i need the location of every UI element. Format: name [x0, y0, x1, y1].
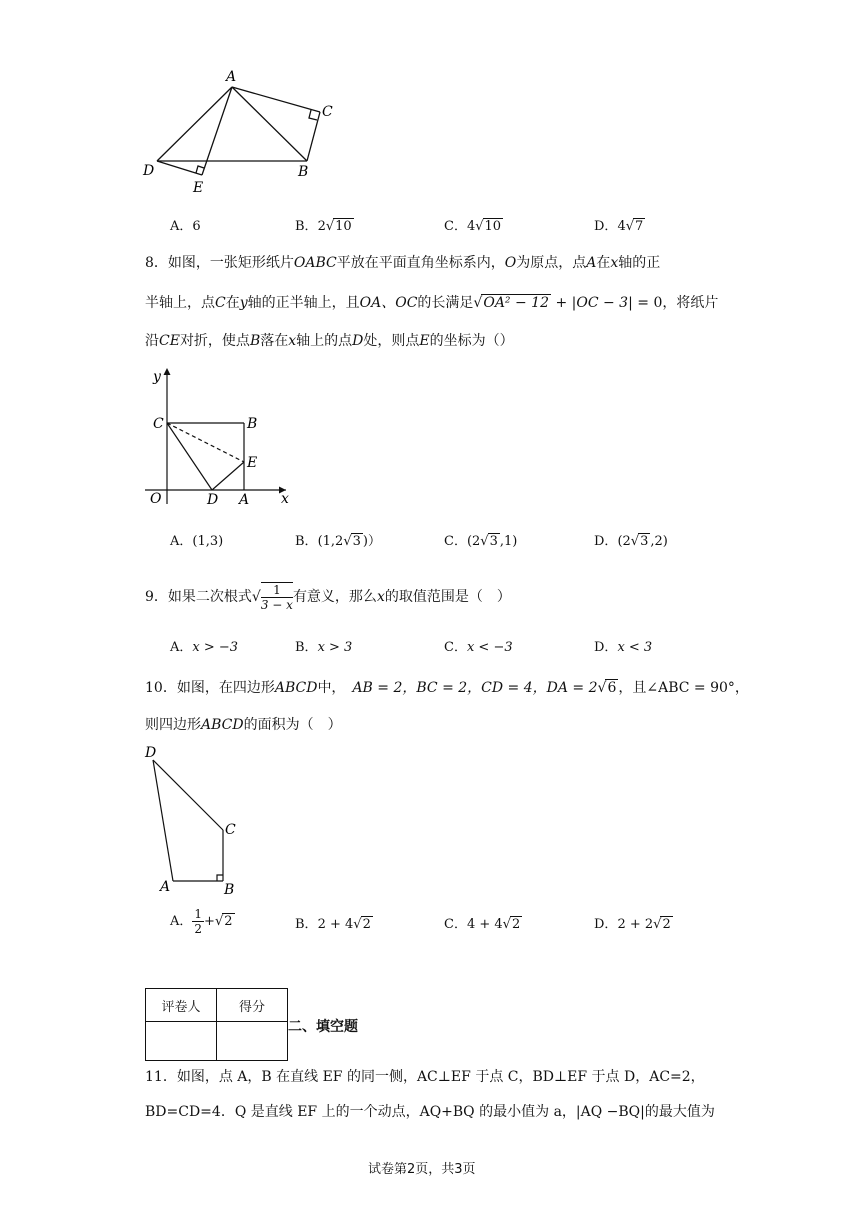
fig7-label-e: E [193, 180, 204, 196]
fig10-label-d: D [145, 745, 157, 761]
q9-option-c: C．x < −3 [444, 640, 513, 655]
fig10-label-c: C [225, 822, 236, 838]
fig8-label-c: C [153, 416, 164, 432]
fig8-label-d: D [207, 492, 219, 508]
fig10-label-b: B [224, 882, 235, 898]
reviewer-header: 评卷人 [146, 989, 217, 1022]
fig8-label-a: A [239, 492, 250, 508]
q7-option-c: C．4√10 [444, 219, 502, 234]
q10-option-b: B．2 + 4√2 [295, 917, 371, 932]
fig7-label-b: B [298, 164, 309, 180]
q7-option-d: D．4√7 [594, 219, 644, 234]
figure-q7 [140, 62, 340, 197]
figure-q8 [140, 364, 310, 509]
figure-q10 [140, 740, 250, 898]
fig7-label-d: D [143, 163, 155, 179]
q8-option-b: B．(1,2√3 )） [295, 534, 381, 549]
q8-option-d: D．(2√3 ,2) [594, 534, 668, 549]
q10-option-c: C．4 + 4√2 [444, 917, 521, 932]
score-header: 得分 [217, 989, 288, 1022]
q10-line-1: 10．如图，在四边形ABCD中， AB = 2，BC = 2，CD = 4，DA = 2√6 ，且∠ABC = 90°， [145, 680, 749, 696]
q8-line-2: 半轴上，点C在y轴的正半轴上，且OA、OC的长满足√OA² − 12 + |OC − 3| = 0，将纸片 [145, 295, 719, 311]
q9-option-d: D．x < 3 [594, 640, 653, 655]
q9-option-a: A．x > −3 [170, 640, 239, 655]
section-title-fill-in: 二、填空题 [288, 1019, 358, 1035]
fig7-label-a: A [226, 69, 237, 85]
q10-line-2: 则四边形ABCD的面积为（ ） [145, 717, 342, 733]
q9-stem: 9．如果二次根式√ $\frac{1}{3 - x}$ 有意义，那么x的取值范围是（ ） [145, 583, 511, 612]
score-table [145, 988, 288, 1061]
q7-option-a: A．6 [170, 219, 201, 234]
fig8-label-x: x [281, 491, 289, 507]
q10-option-a: A． $\frac{1}{2}$ +√2 [170, 907, 233, 936]
reviewer-cell[interactable] [146, 1022, 217, 1061]
q7-option-b: B．2√10 [295, 219, 352, 234]
q8-line-1: 8．如图，一张矩形纸片OABC平放在平面直角坐标系内，O为原点，点A在x轴的正 [145, 255, 661, 271]
q8-option-c: C．(2√3 ,1) [444, 534, 518, 549]
fig8-label-y: y [153, 369, 161, 385]
fig8-label-e: E [247, 455, 258, 471]
fig8-label-b: B [247, 416, 258, 432]
q10-option-d: D．2 + 2√2 [594, 917, 671, 932]
q11-line-1: 11．如图，点 A，B 在直线 EF 的同一侧，AC⊥EF 于点 C，BD⊥EF 于点 D，AC=2， [145, 1069, 705, 1085]
q11-line-2: BD=CD=4．Q 是直线 EF 上的一个动点，AQ+BQ 的最小值为 a，|AQ −BQ|的最大值为 [145, 1104, 715, 1120]
q8-option-a: A．(1,3) [170, 534, 224, 549]
page-footer: 试卷第2页，共3页 [368, 1162, 476, 1177]
score-cell[interactable] [217, 1022, 288, 1061]
fig8-label-o: O [150, 491, 162, 507]
q8-line-3: 沿CE对折，使点B落在x轴上的点D处，则点E的坐标为（） [145, 333, 514, 349]
fig7-label-c: C [322, 104, 333, 120]
fig10-label-a: A [160, 879, 171, 895]
q9-option-b: B．x > 3 [295, 640, 353, 655]
